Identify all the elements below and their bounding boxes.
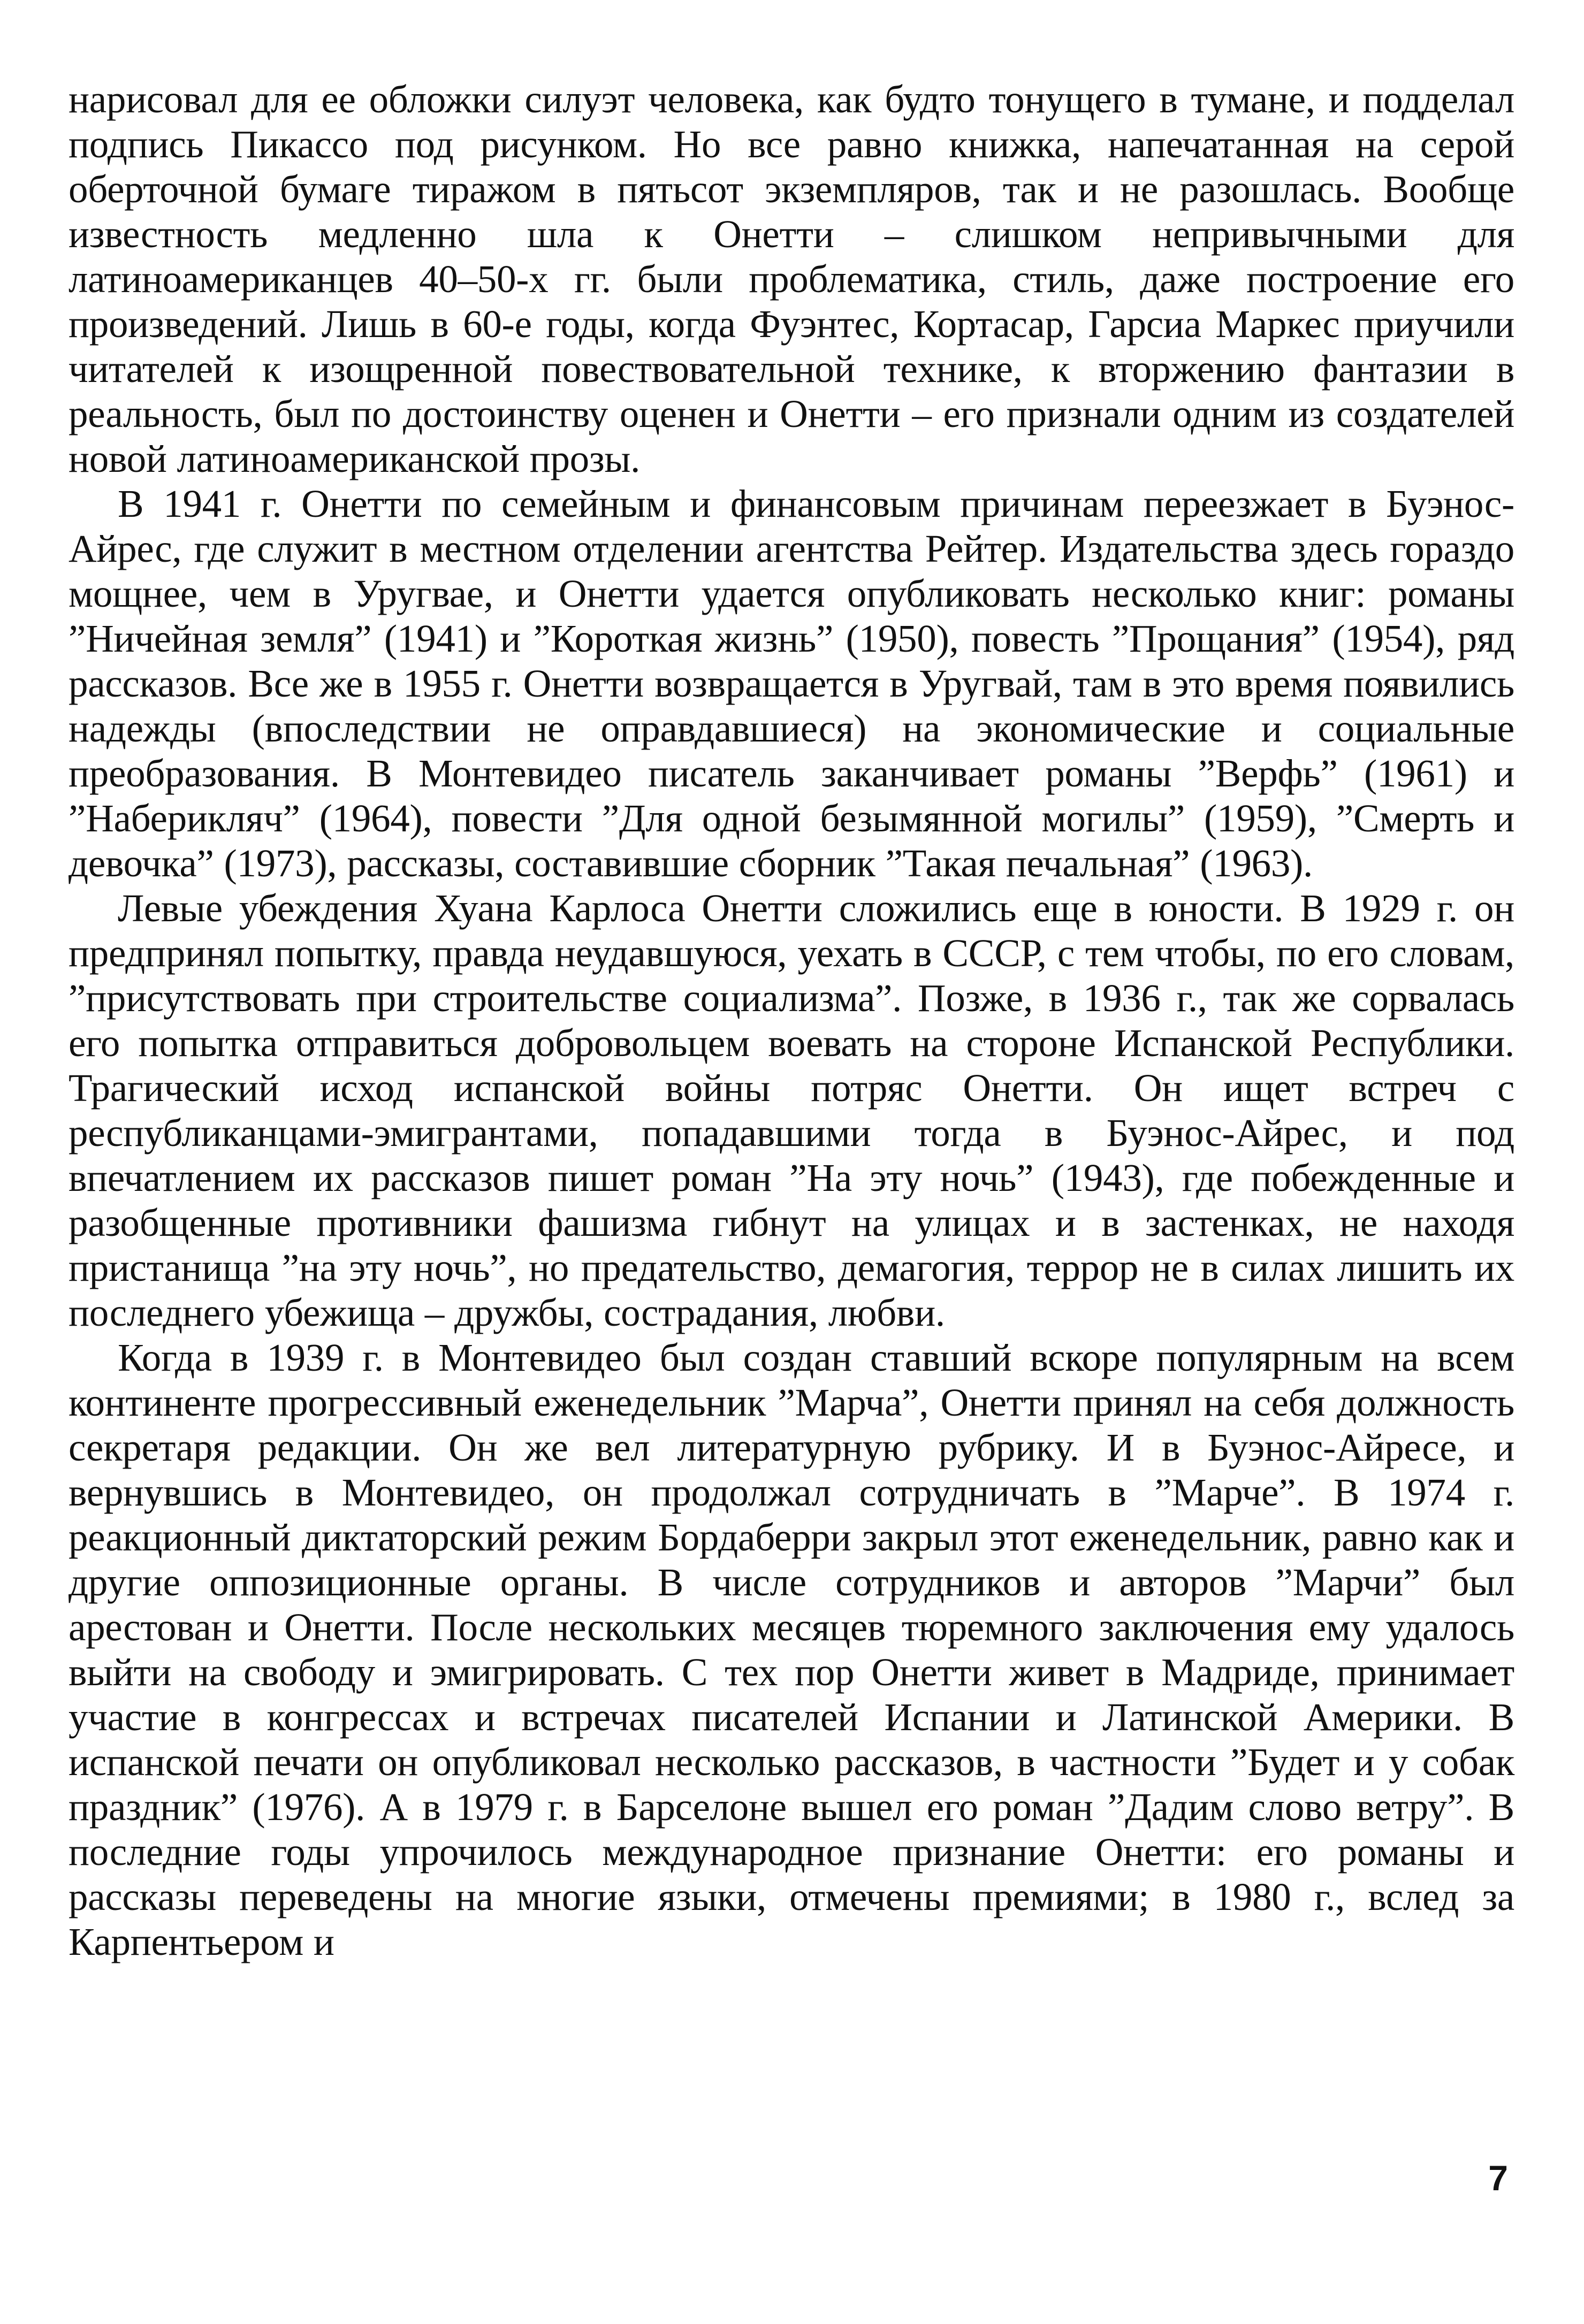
page-number: 7 bbox=[1488, 2158, 1508, 2198]
paragraph-buenos-aires: В 1941 г. Онетти по семейным и финансовым причинам переезжает в Буэнос-Айрес, где служит в местном отделении агентства Рейтер. Издательства здесь гораздо мощнее, чем в Уругвае, и Онетти удается опубликовать несколько книг: романы ”Ничейная земля” (1941) и ”Короткая жизнь” (1950), повесть ”Прощания” (1954), ряд рассказов. Все же в 1955 г. Онетти возвращается в Уругвай, там в это время появились надежды (впоследствии не оправдавшиеся) на экономические и социальные преобразования. В Монтевидео писатель заканчивает романы ”Верфь” (1961) и ”Наберикляч” (1964), повести ”Для одной безымянной могилы” (1959), ”Смерть и девочка” (1973), рассказы, составившие сборник ”Такая печальная” (1963). bbox=[68, 482, 1514, 885]
body-text bbox=[68, 77, 1514, 1964]
paragraph-marcha: Когда в 1939 г. в Монтевидео был создан ставший вскоре популярным на всем континенте прогрессивный еженедельник ”Марча”, Онетти принял на себя должность секретаря редакции. Он же вел литературную рубрику. И в Буэнос-Айресе, и вернувшись в Монтевидео, он продолжал сотрудничать в ”Марче”. В 1974 г. реакционный диктаторский режим Бордаберри закрыл этот еженедельник, равно как и другие оппозиционные органы. В числе сотрудников и авторов ”Марчи” был арестован и Онетти. После нескольких месяцев тюремного заключения ему удалось выйти на свободу и эмигрировать. С тех пор Онетти живет в Мадриде, принимает участие в конгрессах и встречах писателей Испании и Латинской Америки. В испанской печати он опубликовал несколько рассказов, в частности ”Будет и у собак праздник” (1976). А в 1979 г. в Барселоне вышел его роман ”Дадим слово ветру”. В последние годы упрочилось международное признание Онетти: его романы и рассказы переведены на многие языки, отмечены премиями; в 1980 г., вслед за Карпентьером и bbox=[68, 1336, 1514, 1963]
paragraph-political-views: Левые убеждения Хуана Карлоса Онетти сложились еще в юности. В 1929 г. он предпринял попытку, правда неудавшуюся, уехать в СССР, с тем чтобы, по его словам, ”присутствовать при строительстве социализма”. Позже, в 1936 г., так же сорвалась его попытка отправиться добровольцем воевать на стороне Испанской Республики. Трагический исход испанской войны потряс Онетти. Он ищет встреч с республиканцами-эмигрантами, попадавшими тогда в Буэнос-Айрес, и под впечатлением их рассказов пишет роман ”На эту ночь” (1943), где побежденные и разобщенные противники фашизма гибнут на улицах и в застенках, не находя пристанища ”на эту ночь”, но предательство, демагогия, террор не в силах лишить их последнего убежища – дружбы, сострадания, любви. bbox=[68, 886, 1514, 1334]
paragraph-continuation: нарисовал для ее обложки силуэт человека, как будто тонущего в тумане, и подделал подпись Пикассо под рисунком. Но все равно книжка, напечатанная на серой оберточной бумаге тиражом в пятьсот экземпляров, так и не разошлась. Вообще известность медленно шла к Онетти – слишком непривычными для латиноамериканцев 40–50-х гг. были проблематика, стиль, даже построение его произведений. Лишь в 60-е годы, когда Фуэнтес, Кортасар, Гарсиа Маркес приучили читателей к изощренной повествовательной технике, к вторжению фантазии в реальность, был по достоинству оценен и Онетти – его признали одним из создателей новой латиноамериканской прозы. bbox=[68, 78, 1514, 480]
